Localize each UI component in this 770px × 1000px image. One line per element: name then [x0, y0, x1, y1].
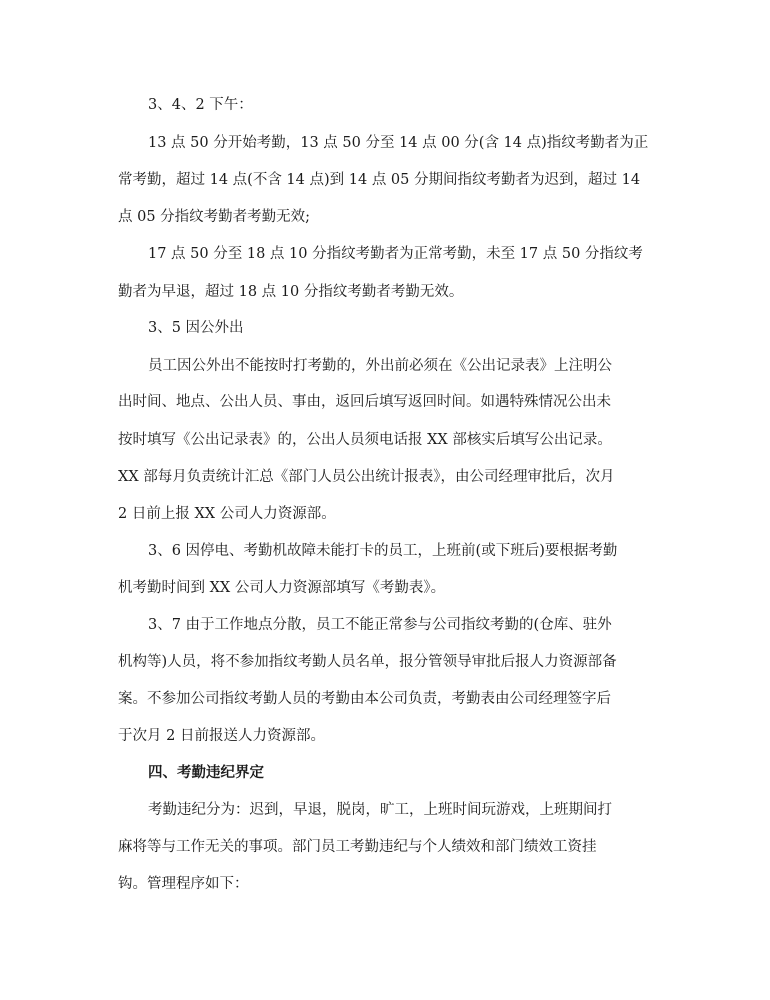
section-heading-4: 四、考勤违纪界定 — [148, 764, 264, 781]
paragraph-line: 17 点 50 分至 18 点 10 分指纹考勤者为正常考勤，未至 17 点 50 分指纹考 — [148, 246, 643, 262]
paragraph-line: 机考勤时间到 XX 公司人力资源部填写《考勤表》。 — [118, 580, 446, 596]
subsection-heading-3-4-2: 3、4、2 下午： — [148, 97, 253, 113]
paragraph-line: XX 部每月负责统计汇总《部门人员公出统计报表》，由公司经理审批后，次月 — [118, 469, 615, 485]
subsection-3-6-line: 3、6 因停电、考勤机故障未能打卡的员工，上班前(或下班后)要根据考勤 — [148, 543, 618, 559]
paragraph-line: 机构等)人员，将不参加指纹考勤人员名单，报分管领导审批后报人力资源部备 — [118, 654, 617, 670]
paragraph-line: 按时填写《公出记录表》的，公出人员须电话报 XX 部核实后填写公出记录。 — [118, 432, 612, 448]
paragraph-line: 考勤违纪分为：迟到，早退，脱岗，旷工，上班时间玩游戏，上班期间打 — [148, 802, 612, 818]
subsection-heading-3-5: 3、5 因公外出 — [148, 320, 244, 336]
subsection-3-7-line: 3、7 由于工作地点分散，员工不能正常参与公司指纹考勤的(仓库、驻外 — [148, 617, 612, 633]
paragraph-line: 点 05 分指纹考勤者考勤无效; — [118, 209, 311, 225]
paragraph-line: 2 日前上报 XX 公司人力资源部。 — [118, 506, 336, 522]
paragraph-line: 13 点 50 分开始考勤，13 点 50 分至 14 点 00 分(含 14 点)指纹考勤者为正 — [148, 135, 649, 151]
paragraph-line: 麻将等与工作无关的事项。部门员工考勤违纪与个人绩效和部门绩效工资挂 — [118, 839, 597, 855]
paragraph-line: 于次月 2 日前报送人力资源部。 — [118, 728, 325, 744]
paragraph-line: 案。不参加公司指纹考勤人员的考勤由本公司负责，考勤表由公司经理签字后 — [118, 691, 611, 707]
paragraph-line: 勤者为早退，超过 18 点 10 分指纹考勤者考勤无效。 — [118, 284, 464, 300]
paragraph-line: 钩。管理程序如下： — [118, 876, 249, 892]
paragraph-line: 员工因公外出不能按时打考勤的，外出前必须在《公出记录表》上注明公 — [148, 358, 612, 374]
paragraph-line: 出时间、地点、公出人员、事由，返回后填写返回时间。如遇特殊情况公出未 — [118, 394, 611, 410]
paragraph-line: 常考勤，超过 14 点(不含 14 点)到 14 点 05 分期间指纹考勤者为迟到，超过 14 — [118, 172, 641, 188]
